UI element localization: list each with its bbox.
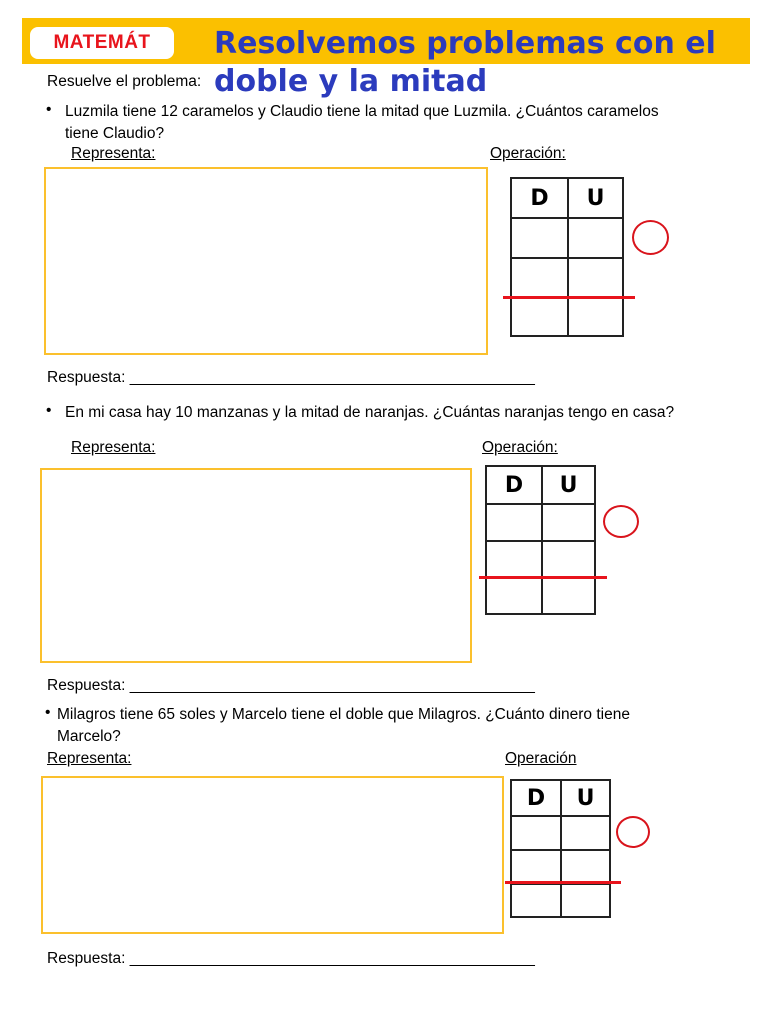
tens-header: D: [486, 466, 542, 504]
table-cell[interactable]: [486, 578, 542, 614]
table-cell[interactable]: [561, 884, 610, 917]
units-header: U: [561, 780, 610, 816]
operator-circle[interactable]: [632, 220, 669, 255]
operation-label: Operación: [505, 750, 577, 767]
place-value-table: [485, 465, 596, 615]
operator-circle[interactable]: [603, 505, 639, 538]
page-title: Resolvemos problemas con el doble y la mitad: [214, 26, 716, 99]
table-cell[interactable]: [568, 298, 623, 336]
table-cell[interactable]: [561, 816, 610, 850]
place-value-table: [510, 779, 611, 918]
table-cell[interactable]: [486, 541, 542, 578]
operation-line: [479, 576, 607, 579]
drawing-area[interactable]: [40, 468, 472, 663]
instruction: Resuelve el problema:: [47, 73, 202, 90]
problem-text: Milagros tiene 65 soles y Marcelo tiene el doble que Milagros. ¿Cuánto dinero tiene: [57, 706, 630, 723]
subject-badge: MATEMÁT: [30, 27, 174, 59]
answer-line[interactable]: Respuesta: _______________________________________________: [47, 677, 535, 694]
table-cell[interactable]: [511, 850, 561, 884]
units-header: U: [568, 178, 623, 218]
table-cell[interactable]: [542, 541, 595, 578]
problem-text: tiene Claudio?: [65, 125, 165, 142]
problem-text: Luzmila tiene 12 caramelos y Claudio tiene la mitad que Luzmila. ¿Cuántos caramelos: [65, 103, 659, 120]
table-cell[interactable]: [568, 258, 623, 298]
table-cell[interactable]: [486, 504, 542, 541]
table-cell[interactable]: [511, 884, 561, 917]
operation-line: [505, 881, 621, 884]
drawing-area[interactable]: [44, 167, 488, 355]
tens-header: D: [511, 780, 561, 816]
tens-header: D: [511, 178, 568, 218]
table-cell[interactable]: [542, 578, 595, 614]
table-cell[interactable]: [568, 218, 623, 258]
answer-line[interactable]: Respuesta: _______________________________________________: [47, 369, 535, 386]
table-cell[interactable]: [511, 218, 568, 258]
table-cell[interactable]: [511, 816, 561, 850]
table-cell[interactable]: [542, 504, 595, 541]
bullet: •: [46, 101, 52, 118]
place-value-table: [510, 177, 624, 337]
represent-label: Representa:: [47, 750, 132, 767]
drawing-area[interactable]: [41, 776, 504, 934]
table-cell[interactable]: [561, 850, 610, 884]
answer-line[interactable]: Respuesta: _______________________________________________: [47, 950, 535, 967]
units-header: U: [542, 466, 595, 504]
operation-label: Operación:: [490, 145, 566, 162]
table-cell[interactable]: [511, 258, 568, 298]
operation-label: Operación:: [482, 439, 558, 456]
operation-line: [503, 296, 635, 299]
table-cell[interactable]: [511, 298, 568, 336]
operator-circle[interactable]: [616, 816, 650, 848]
bullet: •: [45, 704, 51, 721]
bullet: •: [46, 402, 52, 419]
problem-text: En mi casa hay 10 manzanas y la mitad de naranjas. ¿Cuántas naranjas tengo en casa?: [65, 404, 675, 421]
represent-label: Representa:: [71, 439, 156, 456]
problem-text: Marcelo?: [57, 728, 121, 745]
represent-label: Representa:: [71, 145, 156, 162]
